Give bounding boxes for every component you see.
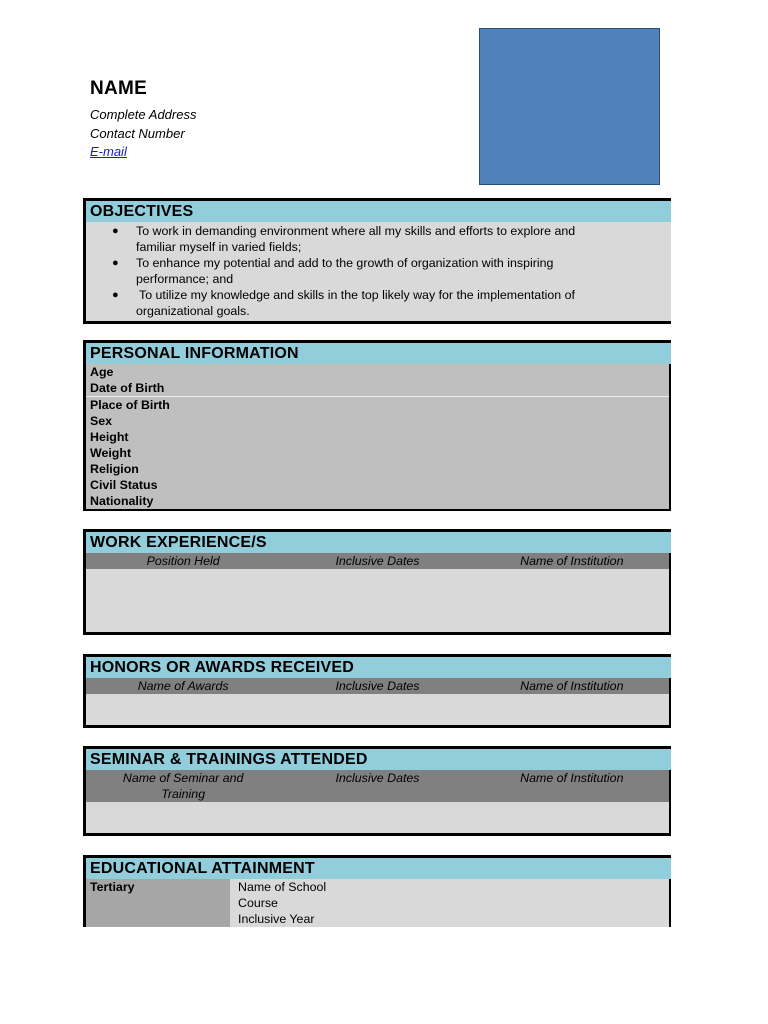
field-nationality: Nationality xyxy=(90,494,154,508)
education-title: EDUCATIONAL ATTAINMENT xyxy=(86,858,671,879)
objective-line: familiar myself in varied fields; xyxy=(136,240,302,254)
field-age: Age xyxy=(90,365,114,379)
work-experience-title: WORK EXPERIENCE/S xyxy=(86,532,671,553)
field-weight: Weight xyxy=(90,446,132,460)
objectives-body xyxy=(86,222,671,321)
contact-number: Contact Number xyxy=(90,125,185,141)
column-inclusive-dates: Inclusive Dates xyxy=(335,554,420,568)
column-inclusive-dates: Inclusive Dates xyxy=(335,679,420,693)
email-link[interactable]: E-mail xyxy=(90,144,127,159)
field-civil-status: Civil Status xyxy=(90,478,158,492)
objectives-section xyxy=(83,198,671,324)
work-entry-area[interactable] xyxy=(86,569,671,632)
applicant-name: NAME xyxy=(90,78,148,99)
seminar-entry-area[interactable] xyxy=(86,802,671,833)
photo-placeholder[interactable] xyxy=(479,28,660,185)
field-date-of-birth: Date of Birth xyxy=(86,380,669,397)
objective-item xyxy=(86,223,671,255)
column-name-of-institution: Name of Institution xyxy=(520,679,624,693)
complete-address: Complete Address xyxy=(90,107,197,122)
work-experience-section xyxy=(83,529,671,635)
personal-info-title: PERSONAL INFORMATION xyxy=(86,343,671,364)
bullet-icon: ● xyxy=(112,257,119,269)
objective-line: performance; and xyxy=(136,272,234,286)
objective-line: To utilize my knowledge and skills in the top likely way for the implementation of xyxy=(139,288,575,302)
seminar-section xyxy=(83,746,671,836)
objective-item xyxy=(86,287,671,319)
field-place-of-birth: Place of Birth xyxy=(90,398,170,412)
column-name-of-institution: Name of Institution xyxy=(520,554,624,568)
personal-info-body xyxy=(86,364,671,509)
field-height: Height xyxy=(90,430,129,444)
seminar-column-headers xyxy=(86,770,671,802)
honors-section xyxy=(83,654,671,728)
field-name-of-school: Name of School xyxy=(238,880,327,894)
field-course: Course xyxy=(238,896,278,910)
column-inclusive-dates: Inclusive Dates xyxy=(335,771,420,785)
column-name-of-awards: Name of Awards xyxy=(137,679,229,693)
work-column-headers xyxy=(86,553,671,569)
seminar-title: SEMINAR & TRAININGS ATTENDED xyxy=(86,749,671,770)
objectives-title: OBJECTIVES xyxy=(86,201,671,222)
education-section xyxy=(83,855,671,927)
field-inclusive-year: Inclusive Year xyxy=(238,912,315,926)
objective-line: To enhance my potential and add to the growth of organization with inspiring xyxy=(136,256,554,270)
honors-title: HONORS OR AWARDS RECEIVED xyxy=(86,657,671,678)
column-label-line: Name of Seminar and xyxy=(122,771,244,785)
column-name-of-seminar xyxy=(86,770,280,802)
column-position-held: Position Held xyxy=(146,554,220,568)
objective-line: organizational goals. xyxy=(136,304,250,318)
bullet-icon: ● xyxy=(112,289,119,301)
objective-line: To work in demanding environment where all my skills and efforts to explore and xyxy=(136,224,576,238)
objective-item xyxy=(86,255,671,287)
field-religion: Religion xyxy=(90,462,139,476)
resume-header xyxy=(90,78,196,162)
education-fields xyxy=(230,879,669,927)
honors-entry-area[interactable] xyxy=(86,694,671,725)
column-name-of-institution: Name of Institution xyxy=(520,771,624,785)
education-level-tertiary: Tertiary xyxy=(86,879,230,927)
honors-column-headers xyxy=(86,678,671,694)
personal-info-section xyxy=(83,340,671,511)
education-body xyxy=(86,879,671,927)
bullet-icon: ● xyxy=(112,225,119,237)
column-label-line: Training xyxy=(161,787,206,801)
field-sex: Sex xyxy=(90,414,113,428)
